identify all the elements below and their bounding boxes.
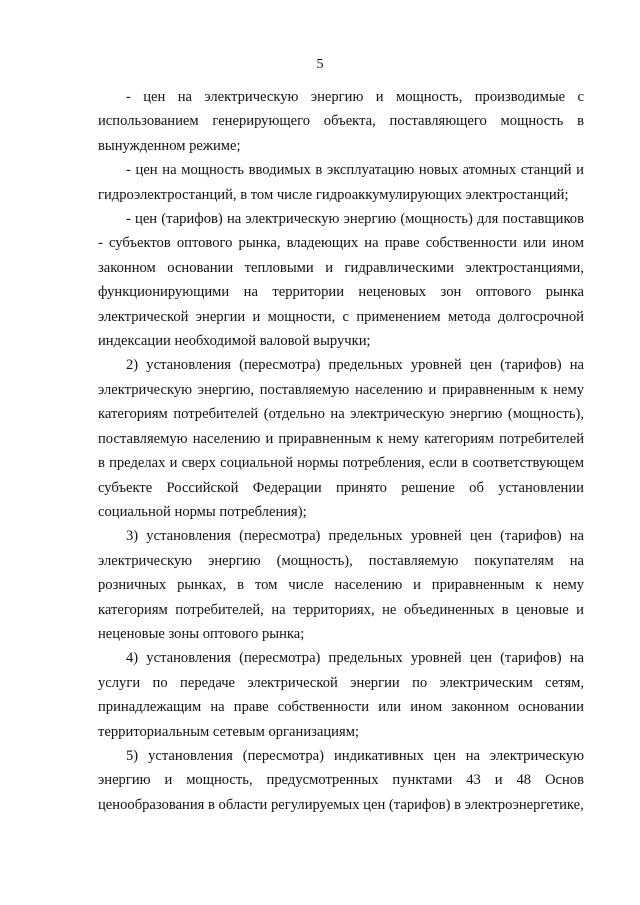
paragraph: 3) установления (пересмотра) предельных уровней цен (тарифов) на электрическую энергию (мощность), поставляемую покупателям на розничных рынках, в том числе населению и приравненным к нему категориям потребителей, на территориях, не объединенных в ценовые и неценовые зоны оптового рынка; [98, 528, 584, 642]
paragraph: - цен на мощность вводимых в эксплуатацию новых атомных станций и гидроэлектростанций, в том числе гидроаккумулирующих электростанций; [98, 162, 584, 203]
paragraph: 4) установления (пересмотра) предельных уровней цен (тарифов) на услуги по передаче электрической энергии по электрическим сетям, принадлежащим на праве собственности или ином законном основании территориальным сетевым организациям; [98, 650, 584, 740]
page-number: 5 [316, 57, 324, 72]
paragraph: 5) установления (пересмотра) индикативных цен на электрическую энергию и мощность, предусмотренных пунктами 43 и 48 Основ ценообразования в области регулируемых цен (тарифов) в электроэнергетике, [98, 747, 584, 813]
document-body [98, 85, 584, 817]
paragraph: 2) установления (пересмотра) предельных уровней цен (тарифов) на электрическую энергию, поставляемую населению и приравненным к нему категориям потребителей (отдельно на электрическую энергию (мощность), поставляемую населению и приравненным к нему категориям потребителей в пределах и сверх социальной нормы потребления, если в соответствующем субъекте Российской Федерации принято решение об установлении социальной нормы потребления); [98, 357, 584, 520]
paragraph: - цен (тарифов) на электрическую энергию (мощность) для поставщиков - субъектов оптового рынка, владеющих на праве собственности или ином законном основании тепловыми и гидравлическими электростанциями, функционирующими на территории неценовых зон оптового рынка электрической энергии и мощности, с применением метода долгосрочной индексации необходимой валовой выручки; [98, 211, 584, 350]
paragraph: - цен на электрическую энергию и мощность, производимые с использованием генерирующего объекта, поставляющего мощность в вынужденном режиме; [98, 89, 584, 154]
